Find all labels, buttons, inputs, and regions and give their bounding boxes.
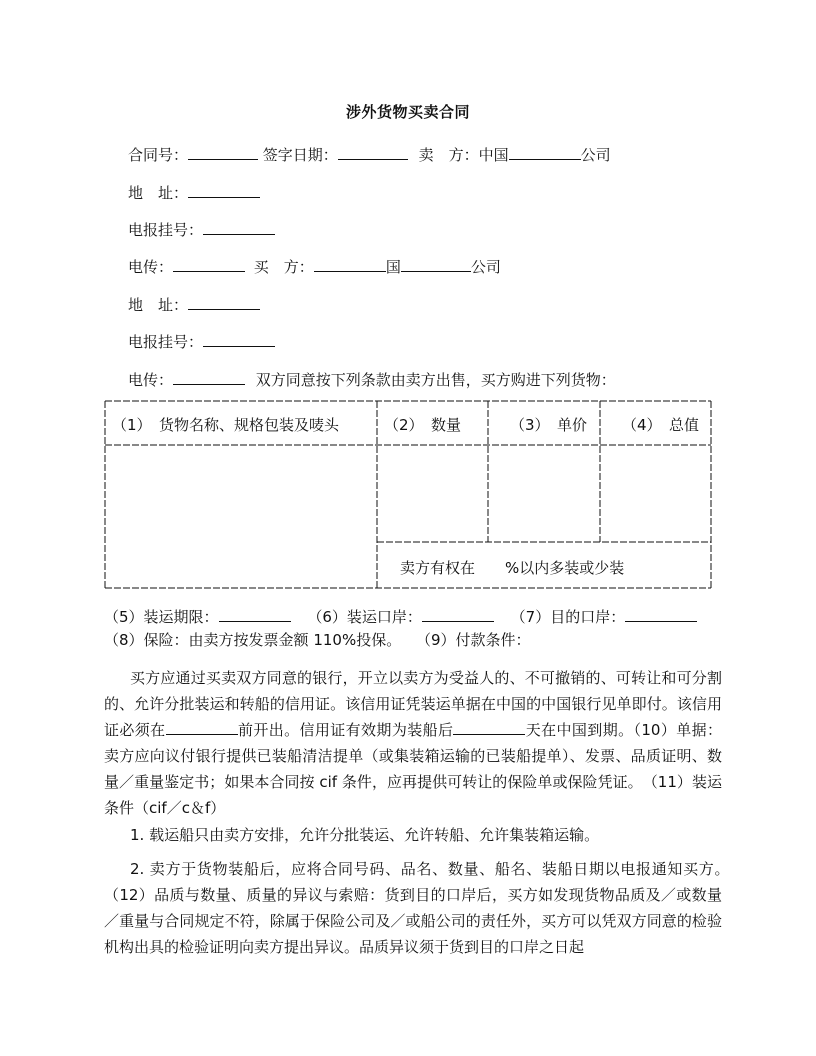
seller-telegram-label: 电报挂号：	[128, 221, 204, 239]
tolerance-prefix: 卖方有权在	[400, 559, 476, 577]
buyer-telegram-blank[interactable]	[203, 331, 275, 347]
sign-date-label: 签字日期：	[262, 146, 338, 164]
buyer-telegram-line	[128, 331, 275, 352]
contract-no-line	[128, 144, 611, 165]
contract-no-label: 合同号：	[128, 146, 189, 164]
buyer-label: 买 方：	[253, 258, 314, 276]
buyer-address-line	[128, 294, 260, 315]
document-title: 涉外货物买卖合同	[345, 103, 470, 121]
seller-fax-blank[interactable]	[173, 256, 245, 272]
payment-term: （9）付款条件：	[415, 631, 531, 649]
contract-no-blank[interactable]	[188, 144, 258, 160]
seller-address-line	[128, 182, 260, 203]
buyer-company-blank[interactable]	[401, 256, 471, 272]
shipping-arrangement-paragraph: 1. 载运船只由卖方安排，允许分批装运、允许转船、允许集装箱运输。	[130, 826, 600, 844]
col-goods-header: （1） 货物名称、规格包装及唛头	[112, 416, 340, 434]
insurance-payment-line	[104, 630, 531, 650]
sign-date-blank[interactable]	[338, 144, 408, 160]
tolerance-suffix: %以内多装或少装	[505, 559, 625, 577]
buyer-country-suffix: 国	[385, 258, 401, 276]
goods-table	[98, 393, 718, 593]
seller-fax-line	[128, 256, 501, 277]
seller-telegram-line	[128, 219, 275, 240]
col-unit-price-header: （3） 单价	[510, 416, 588, 434]
seller-company-suffix: 公司	[580, 146, 611, 164]
loading-port-blank[interactable]	[422, 606, 494, 622]
buyer-fax-line	[128, 369, 616, 390]
buyer-fax-blank[interactable]	[173, 369, 245, 385]
shipping-period-blank[interactable]	[219, 606, 291, 622]
payment-clause-part1: 买方应通过买卖双方同意的银行，开立以卖方为受益人的、不可撤销的、可转让和可分割的、允许分批装运和转船的信用证。该信用证凭装运单据在中国的中国银行见单即付。该信用证必须在	[104, 669, 722, 739]
buyer-address-blank[interactable]	[188, 294, 260, 310]
buyer-country-blank[interactable]	[314, 256, 386, 272]
buyer-fax-label: 电传：	[128, 371, 174, 389]
loading-port-label: （6）装运口岸：	[307, 608, 422, 626]
payment-clause-part2: 前开出。信用证有效期为装船后	[237, 721, 454, 739]
seller-address-label: 地 址：	[128, 184, 189, 202]
payment-clause-paragraph	[104, 665, 722, 821]
shipping-period-label: （5）装运期限：	[104, 608, 219, 626]
buyer-company-suffix: 公司	[470, 258, 501, 276]
lc-open-date-blank[interactable]	[166, 719, 238, 735]
buyer-telegram-label: 电报挂号：	[128, 333, 204, 351]
col-total-header: （4） 总值	[622, 416, 700, 434]
shipment-notice-paragraph: 2. 卖方于货物装船后，应将合同号码、品名、数量、船名、装船日期以电报通知买方。 （12）品质与数量、质量的异议与索赔：货到目的口岸后，买方如发现货物品质及／或数量／重量与合同规定不符，除属于保险公司及／或船公司的责任外，买方可以凭双方同意的检验机构出具的检验证明向卖方提出异议。品质异议须于货到目的口岸之日起	[104, 860, 738, 956]
seller-telegram-blank[interactable]	[203, 219, 275, 235]
buyer-address-label: 地 址：	[128, 296, 189, 314]
tolerance-note	[400, 558, 624, 578]
seller-fax-label: 电传：	[128, 258, 174, 276]
shipping-terms-line	[104, 606, 697, 627]
col-quantity-header: （2） 数量	[384, 416, 462, 434]
agreement-text: 双方同意按下列条款由卖方出售，买方购进下列货物：	[255, 371, 616, 389]
destination-port-blank[interactable]	[625, 606, 697, 622]
seller-address-blank[interactable]	[188, 182, 260, 198]
lc-validity-days-blank[interactable]	[453, 719, 525, 735]
seller-label: 卖 方：中国	[418, 146, 509, 164]
insurance-term: （8）保险：由卖方按发票金额 110%投保。	[104, 631, 402, 649]
destination-port-label: （7）目的口岸：	[510, 608, 626, 626]
seller-company-blank[interactable]	[509, 144, 581, 160]
payment-clause-part3: 天在中国到期。（10）单据：卖方应向议付银行提供已装船清洁提单（或集装箱运输的已装船提单）、发票、品质证明、数量／重量鉴定书；如果本合同按 cif 条件，应再提供可转让的保险单或保险凭证。 （11）装运条件（cif／c＆f）	[104, 721, 722, 817]
